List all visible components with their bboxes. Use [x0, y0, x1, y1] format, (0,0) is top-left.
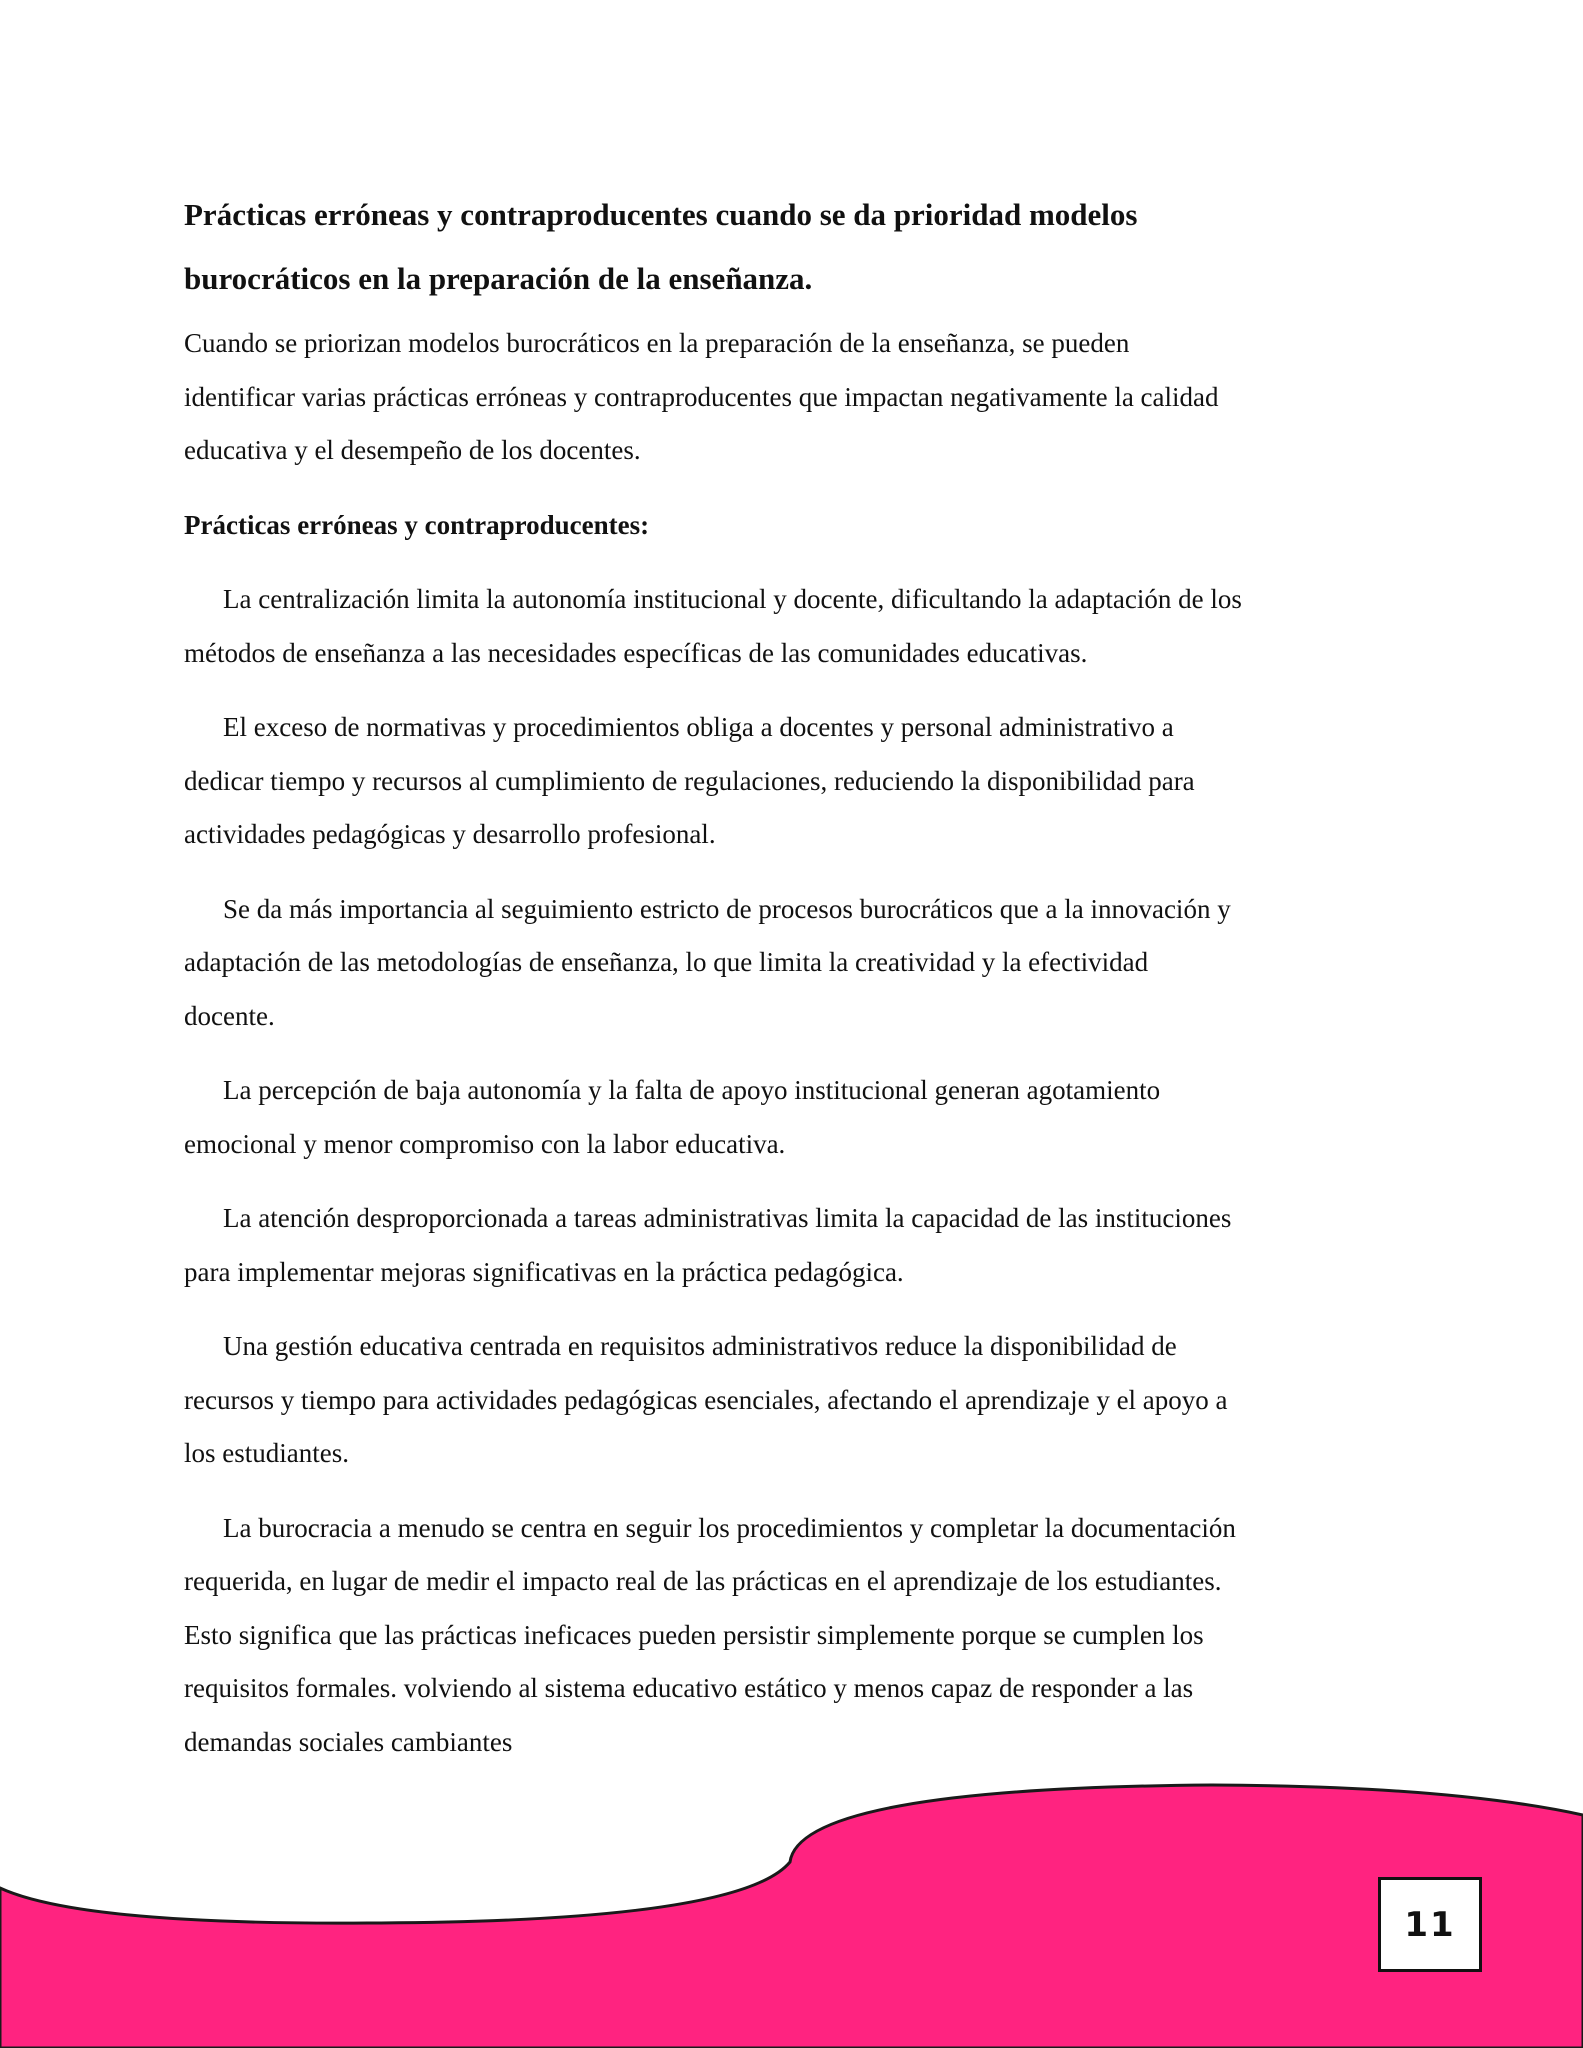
page-number: 11 — [1378, 1877, 1482, 1972]
text-line: recursos y tiempo para actividades pedagógicas esenciales, afectando el aprendizaje y el apoyo a — [184, 1384, 1228, 1415]
text-line: demandas sociales cambiantes — [184, 1726, 513, 1757]
text-line: los estudiantes. — [184, 1438, 349, 1468]
paragraph-1 — [184, 573, 1424, 680]
text-line: requerida, en lugar de medir el impacto real de las prácticas en el aprendizaje de los estudiantes. — [184, 1566, 1222, 1596]
text-line: para implementar mejoras significativas en la práctica pedagógica. — [184, 1256, 904, 1287]
title-line: Prácticas erróneas y contraproducentes cuando se da prioridad modelos — [184, 197, 1138, 232]
text-line: Esto significa que las prácticas ineficaces pueden persistir simplemente porque se cumplen los — [184, 1619, 1204, 1650]
text-line: Se da más importancia al seguimiento estricto de procesos burocráticos que a la innovación y — [223, 893, 1231, 924]
text-line: La centralización limita la autonomía institucional y docente, dificultando la adaptación de los — [223, 584, 1242, 614]
text-line: educativa y el desempeño de los docentes. — [184, 435, 641, 465]
text-line: dedicar tiempo y recursos al cumplimiento de regulaciones, reduciendo la disponibilidad para — [184, 765, 1195, 796]
paragraph-3 — [184, 883, 1424, 1044]
text-line: adaptación de las metodologías de enseñanza, lo que limita la creatividad y la efectividad — [184, 947, 1149, 977]
wave-shape — [0, 1785, 1583, 2048]
document-body — [184, 183, 1424, 1790]
text-line: Cuando se priorizan modelos burocráticos en la preparación de la enseñanza, se pueden — [184, 328, 1130, 358]
section-title — [184, 183, 1424, 311]
paragraph-4 — [184, 1064, 1424, 1171]
text-line: docente. — [184, 1000, 275, 1031]
paragraph-5 — [184, 1192, 1424, 1299]
subheading: Prácticas erróneas y contraproducentes: — [184, 509, 650, 540]
paragraph-6 — [184, 1320, 1424, 1481]
text-line: La atención desproporcionada a tareas administrativas limita la capacidad de las instituciones — [223, 1203, 1232, 1233]
paragraph-2 — [184, 701, 1424, 862]
text-line: La percepción de baja autonomía y la falta de apoyo institucional generan agotamiento — [223, 1075, 1161, 1105]
paragraph-7 — [184, 1502, 1424, 1770]
title-line: burocráticos en la preparación de la enseñanza. — [184, 261, 813, 296]
text-line: El exceso de normativas y procedimientos obliga a docentes y personal administrativo a — [223, 712, 1174, 742]
text-line: métodos de enseñanza a las necesidades específicas de las comunidades educativas. — [184, 637, 1088, 668]
intro-paragraph — [184, 317, 1424, 478]
text-line: emocional y menor compromiso con la labor educativa. — [184, 1128, 786, 1159]
text-line: actividades pedagógicas y desarrollo profesional. — [184, 819, 716, 849]
text-line: La burocracia a menudo se centra en seguir los procedimientos y completar la documentación — [223, 1512, 1236, 1543]
text-line: identificar varias prácticas erróneas y contraproducentes que impactan negativamente la calidad — [184, 381, 1219, 412]
text-line: Una gestión educativa centrada en requisitos administrativos reduce la disponibilidad de — [223, 1331, 1177, 1361]
text-line: requisitos formales. volviendo al sistema educativo estático y menos capaz de responder a las — [184, 1673, 1194, 1703]
